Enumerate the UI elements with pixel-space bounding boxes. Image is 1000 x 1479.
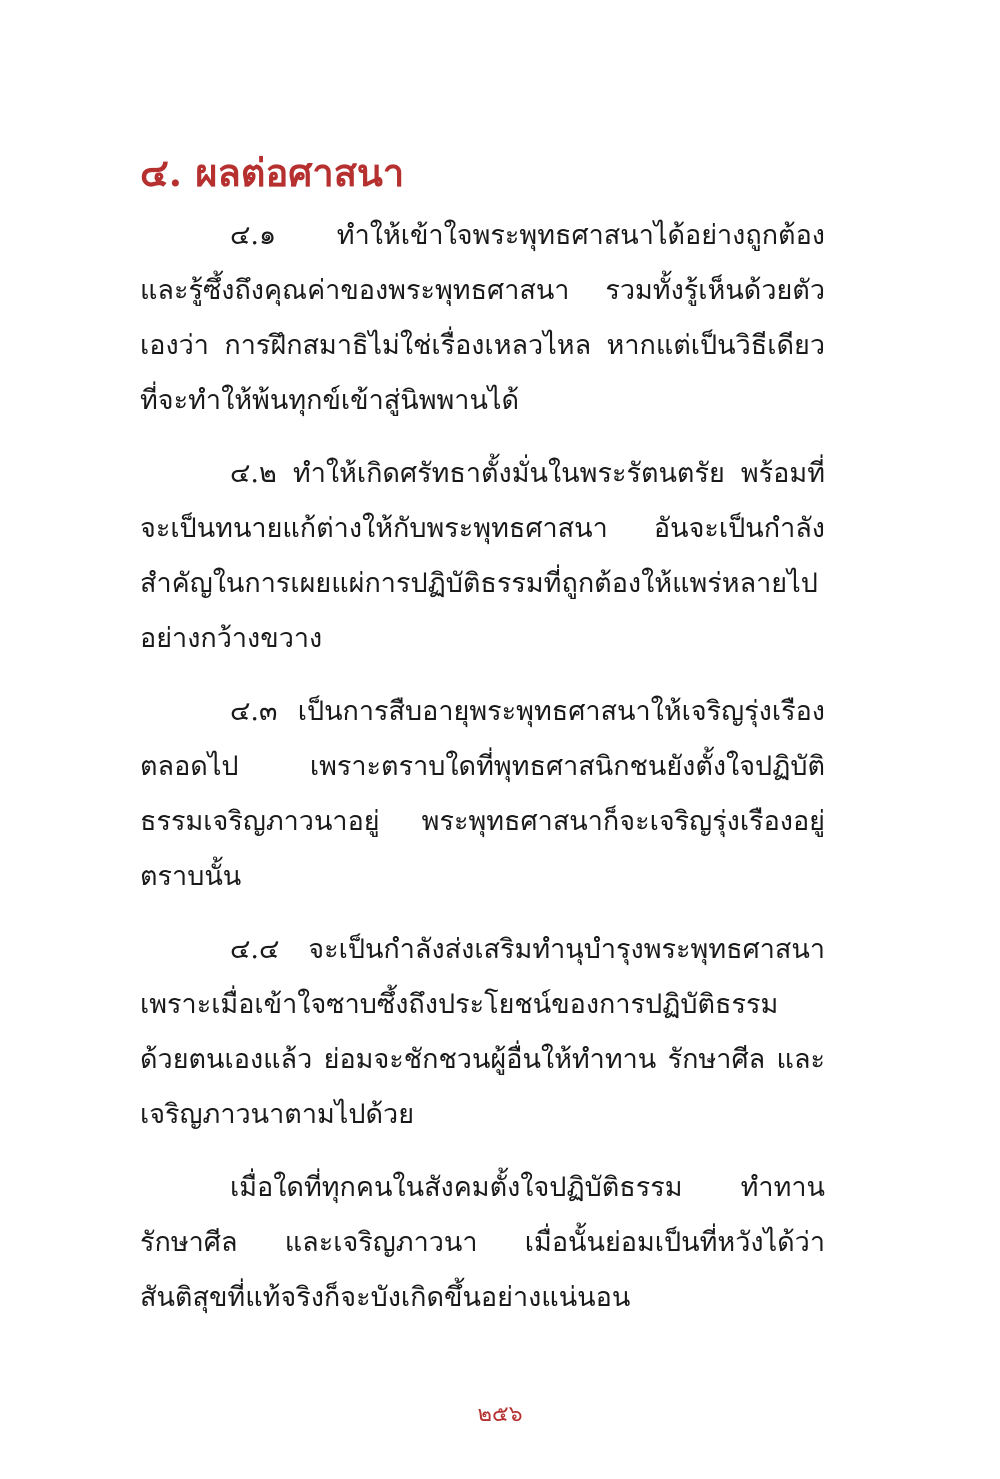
paragraph-4-3: ๔.๓ เป็นการสืบอายุพระพุทธศาสนาให้เจริญรุ่งเรืองตลอดไป เพราะตราบใดที่พุทธศาสนิกชนยังตั้งใจปฏิบัติธรรมเจริญภาวนาอยู่ พระพุทธศาสนาก็จะเจริญรุ่งเรืองอยู่ตราบนั้น (140, 695, 825, 892)
paragraph-4-4: ๔.๔ จะเป็นกำลังส่งเสริมทำนุบำรุงพระพุทธศาสนา เพราะเมื่อเข้าใจซาบซึ้งถึงประโยชน์ของการปฏิบัติธรรมด้วยตนเองแล้ว ย่อมจะชักชวนผู้อื่นให้ทำทาน รักษาศีล และเจริญภาวนาตามไปด้วย (140, 933, 825, 1130)
page-number: ๒๕๖ (477, 1402, 523, 1427)
section-heading: ๔. ผลต่อศาสนา (140, 150, 405, 195)
paragraph-4-2: ๔.๒ ทำให้เกิดศรัทธาตั้งมั่นในพระรัตนตรัย พร้อมที่จะเป็นทนายแก้ต่างให้กับพระพุทธศาสนา อันจะเป็นกำลังสำคัญในการเผยแผ่การปฏิบัติธรรมที่ถูกต้องให้แพร่หลายไปอย่างกว้างขวาง (140, 457, 825, 654)
paragraph-conclusion: เมื่อใดที่ทุกคนในสังคมตั้งใจปฏิบัติธรรม ทำทาน รักษาศีล และเจริญภาวนา เมื่อนั้นย่อมเป็นที่หวังได้ว่า สันติสุขที่แท้จริงก็จะบังเกิดขึ้นอย่างแน่นอน (140, 1171, 825, 1313)
paragraph-4-1: ๔.๑ ทำให้เข้าใจพระพุทธศาสนาได้อย่างถูกต้อง และรู้ซึ้งถึงคุณค่าของพระพุทธศาสนา รวมทั้งรู้เห็นด้วยตัวเองว่า การฝึกสมาธิไม่ใช่เรื่องเหลวไหล หากแต่เป็นวิธีเดียวที่จะทำให้พ้นทุกข์เข้าสู่นิพพานได้ (140, 219, 825, 416)
page-content (140, 150, 825, 1343)
